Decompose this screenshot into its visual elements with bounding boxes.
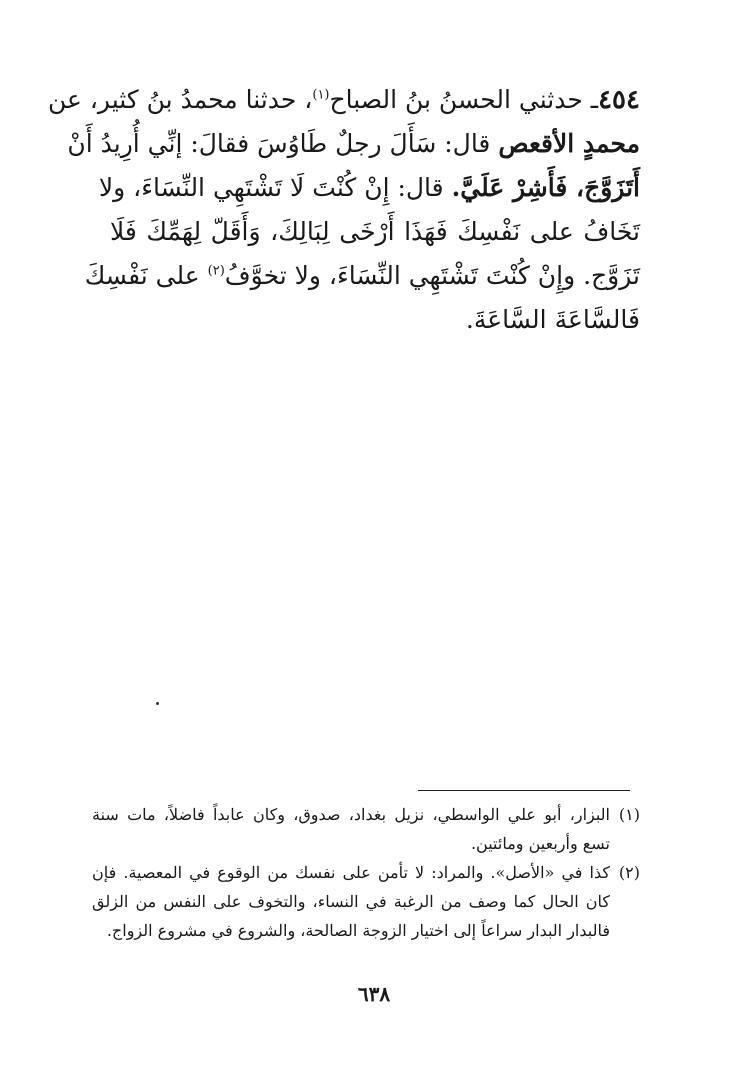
narrator-name: محمدٍ الأقعص xyxy=(498,129,640,158)
narration-text: تَزَوَّج. وإِنْ كُنْتَ تَشْتَهِي النِّسَاءَ، ولا تخوَّفُ xyxy=(224,261,640,290)
footnote-line: تسع وأربعين ومائتين. xyxy=(470,834,610,853)
footnote-reference-2: (٢) xyxy=(207,263,225,279)
footnote-1 xyxy=(92,800,640,858)
narration-text: ـ حدثني الحسنُ بنُ الصباح xyxy=(329,85,599,114)
hadith-line-4 xyxy=(110,210,640,254)
footnote-2 xyxy=(92,858,640,945)
hadith-line-2 xyxy=(67,122,640,166)
hadith-line-1 xyxy=(47,78,640,122)
narration-text: قال: إِنْ كُنْتَ لَا تَشْتَهِي النِّسَاءَ، ولا xyxy=(98,173,452,202)
narration-text: على نَفْسِكَ xyxy=(84,261,208,290)
footnote-number: (٢) xyxy=(618,863,640,882)
footnote-body xyxy=(92,800,610,858)
ink-speck xyxy=(156,702,159,705)
footnote-line: البزار، أبو علي الواسطي، نزيل بغداد، صدوق، وكان عابداً فاضلاً، مات سنة xyxy=(92,805,610,824)
footnote-line: كان الحال كما وصف من الرغبة في النساء، والتخوف على النفس من الزلق xyxy=(92,892,610,911)
footnotes xyxy=(92,800,640,945)
hadith-text xyxy=(47,78,640,342)
bold-phrase: أَتَزَوَّجَ، فَأَشِرْ عَلَيَّ. xyxy=(451,173,640,202)
narration-text: ، حدثنا محمدُ بنُ كثير، عن xyxy=(47,85,313,114)
footnote-number: (١) xyxy=(618,805,640,824)
narration-text: تَخَافُ على نَفْسِكَ فَهَذَا أَرْخَى لِبَالِكَ، وَأَقَلّ لِهَمِّكَ فَلَا xyxy=(110,217,640,246)
narration-text: فَالسَّاعَةَ السَّاعَةَ. xyxy=(465,305,640,334)
hadith-line-5 xyxy=(84,254,640,298)
hadith-number: ٤٥٤ xyxy=(598,85,640,115)
hadith-line-6 xyxy=(110,298,640,342)
hadith-line-3 xyxy=(98,166,640,210)
page-number: ٦٣٨ xyxy=(357,982,391,1006)
footnote-reference-1: (١) xyxy=(312,87,330,103)
footnote-line: كذا في «الأصل». والمراد: لا تأمن على نفسك من الوقوع في المعصية. فإن xyxy=(92,863,610,882)
footnote-line: فالبدار البدار سراعاً إلى اختيار الزوجة الصالحة، والشروع في مشروع الزواج. xyxy=(106,921,610,940)
footnote-body xyxy=(92,858,610,945)
narration-text: قال: سَأَلَ رجلٌ طَاوُسَ فقالَ: إنِّي أُرِيدُ أَنْ xyxy=(67,129,499,158)
footnote-divider xyxy=(418,790,630,791)
